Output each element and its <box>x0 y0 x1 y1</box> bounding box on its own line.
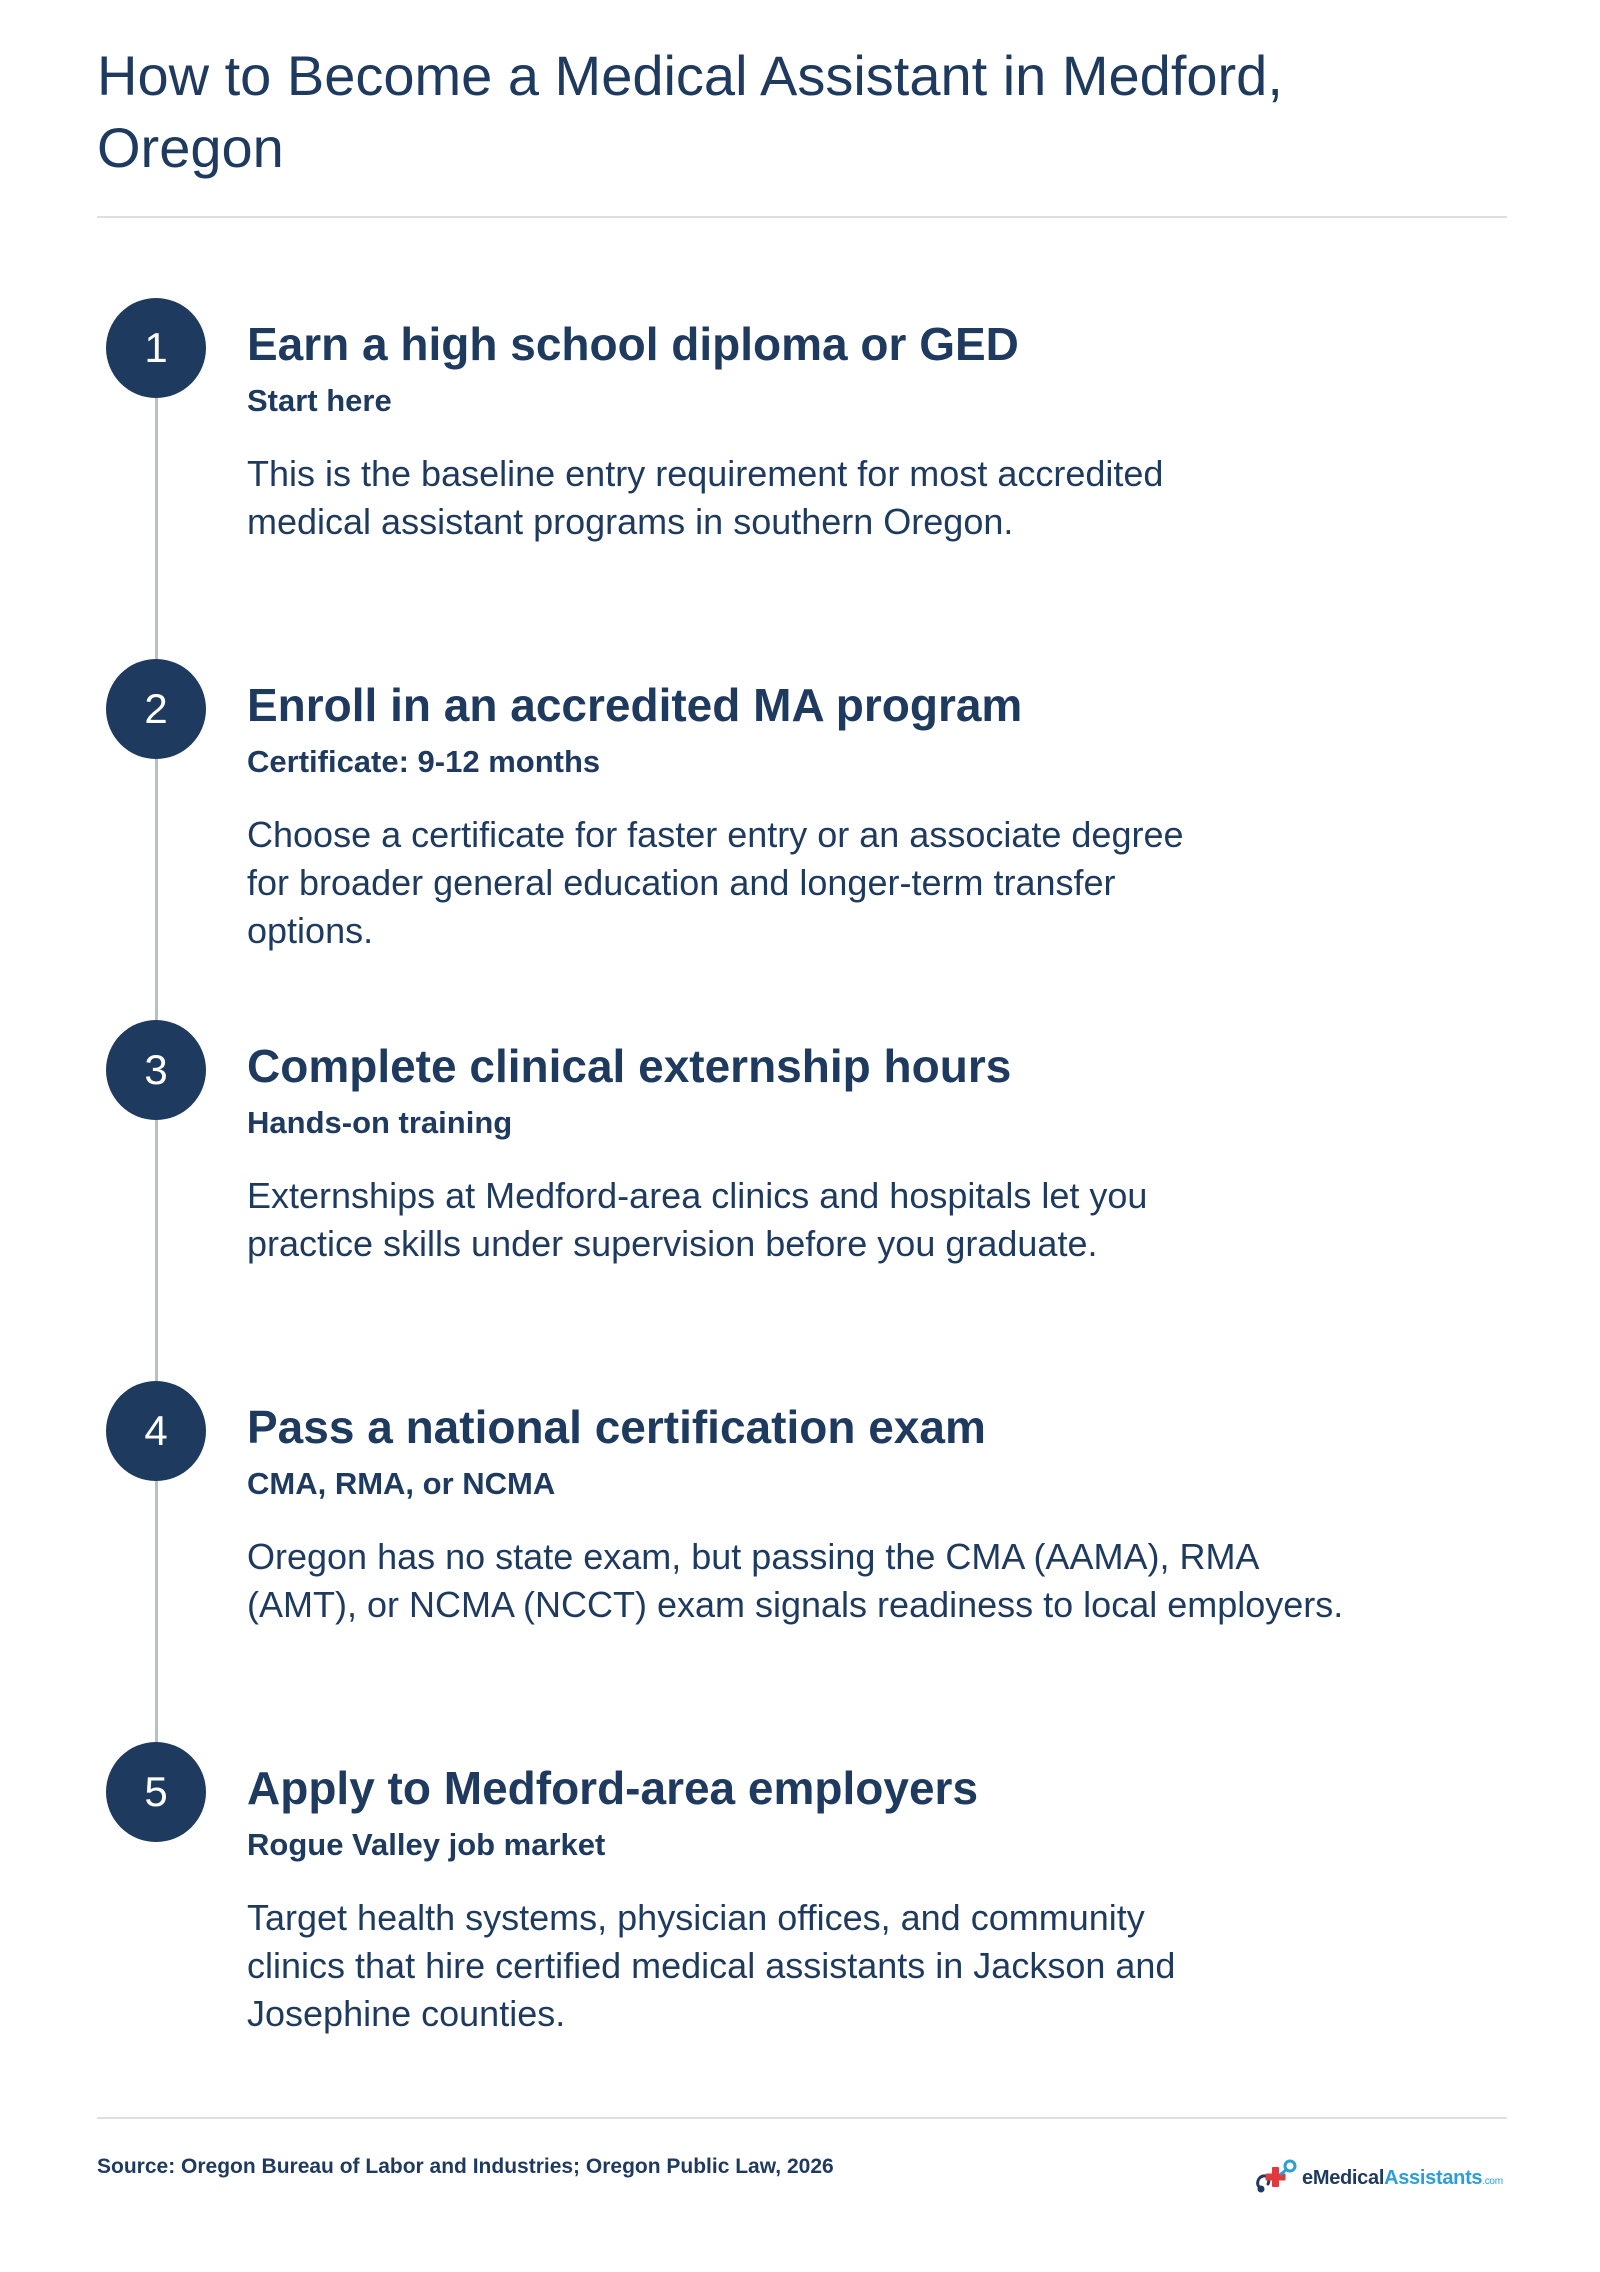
step-title: Enroll in an accredited MA program <box>247 679 1023 731</box>
step-title: Earn a high school diploma or GED <box>247 318 1019 370</box>
step-description: Oregon has no state exam, but passing the CMA (AAMA), RMA (AMT), or NCMA (NCCT) exam signals readiness to local employers. <box>247 1536 1344 1625</box>
step-subtitle: Rogue Valley job market <box>247 1827 606 1862</box>
step-number-badge: 3 <box>106 1020 206 1120</box>
stethoscope-cross-logo-icon <box>1254 2158 1300 2198</box>
footer-divider <box>97 2117 1507 2119</box>
header-divider <box>97 216 1507 218</box>
step-description: Target health systems, physician offices, and community clinics that hire certified medical assistants in Jackson and Josephine counties. <box>247 1897 1176 2034</box>
step-subtitle: Start here <box>247 383 392 418</box>
step-title: Apply to Medford-area employers <box>247 1762 979 1814</box>
page-title: How to Become a Medical Assistant in Medford, Oregon <box>97 44 1283 179</box>
step-description: This is the baseline entry requirement for most accredited medical assistant programs in southern Oregon. <box>247 453 1164 542</box>
step-number-badge: 2 <box>106 659 206 759</box>
step-description: Externships at Medford-area clinics and hospitals let you practice skills under supervision before you graduate. <box>247 1175 1148 1264</box>
step-title: Pass a national certification exam <box>247 1401 986 1453</box>
step-subtitle: CMA, RMA, or NCMA <box>247 1466 556 1501</box>
step-subtitle: Hands-on training <box>247 1105 513 1140</box>
step-number-badge: 4 <box>106 1381 206 1481</box>
step-subtitle: Certificate: 9-12 months <box>247 744 601 779</box>
step-number-badge: 1 <box>106 298 206 398</box>
brand-logo <box>1254 2158 1503 2198</box>
step-title: Complete clinical externship hours <box>247 1040 1012 1092</box>
source-note: Source: Oregon Bureau of Labor and Industries; Oregon Public Law, 2026 <box>97 2155 834 2178</box>
step-description: Choose a certificate for faster entry or an associate degree for broader general education and longer-term transfer options. <box>247 814 1184 951</box>
step-number-badge: 5 <box>106 1742 206 1842</box>
logo-wordmark: eMedicalAssistants.com <box>1302 2166 1503 2189</box>
